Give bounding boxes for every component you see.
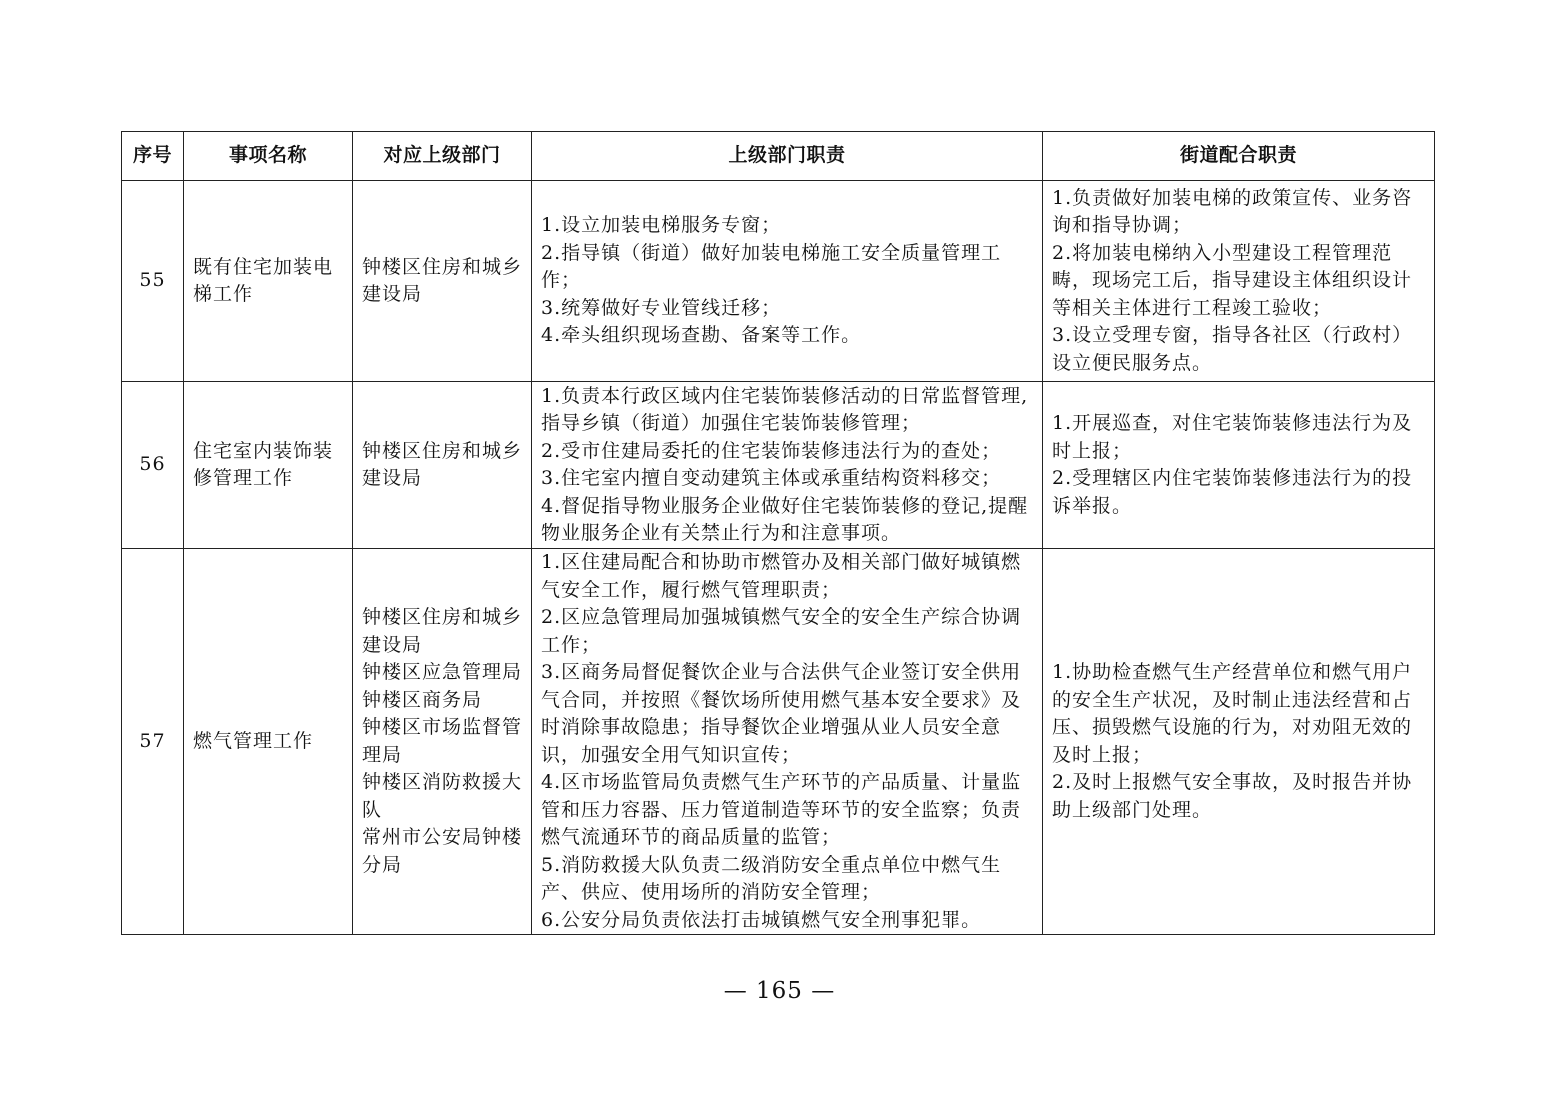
department-duty-line: 2.区应急管理局加强城镇燃气安全的安全生产综合协调工作； xyxy=(541,606,1022,656)
street-duty-line: 1.开展巡查，对住宅装饰装修违法行为及时上报； xyxy=(1052,412,1413,462)
department-line: 钟楼区应急管理局 xyxy=(362,661,523,683)
header-item-name: 事项名称 xyxy=(184,132,353,181)
department-line: 钟楼区消防救援大队 xyxy=(362,771,523,821)
header-department-duty: 上级部门职责 xyxy=(532,132,1043,181)
row-department-duty xyxy=(532,382,1043,549)
page-number: — 165 — xyxy=(723,978,836,1004)
department-line: 钟楼区住房和城乡建设局 xyxy=(362,439,523,489)
department-duty-line: 4.牵头组织现场查勘、备案等工作。 xyxy=(541,324,862,347)
table-header xyxy=(122,132,1435,181)
department-line: 常州市公安局钟楼分局 xyxy=(362,826,523,876)
department-duty-line: 4.督促指导物业服务企业做好住宅装饰装修的登记,提醒物业服务企业有关禁止行为和注意事项。 xyxy=(541,494,1029,544)
street-duty-line: 1.协助检查燃气生产经营单位和燃气用户的安全生产状况，及时制止违法经营和占压、损毁燃气设施的行为，对劝阻无效的及时上报； xyxy=(1052,661,1413,766)
header-street-duty: 街道配合职责 xyxy=(1043,132,1435,181)
row-street-duty xyxy=(1043,382,1435,549)
row-street-duty xyxy=(1043,549,1435,935)
table-row xyxy=(122,181,1435,382)
department-line: 钟楼区市场监督管理局 xyxy=(362,716,523,766)
row-seq: 57 xyxy=(122,549,184,935)
street-duty-line: 2.受理辖区内住宅装饰装修违法行为的投诉举报。 xyxy=(1052,467,1413,517)
row-department-duty xyxy=(532,549,1043,935)
row-department xyxy=(353,382,532,549)
row-item-name: 燃气管理工作 xyxy=(184,549,353,935)
department-duty-line: 2.受市住建局委托的住宅装饰装修违法行为的查处； xyxy=(541,439,1002,462)
row-department xyxy=(353,549,532,935)
department-line: 钟楼区住房和城乡建设局 xyxy=(362,606,523,656)
header-department: 对应上级部门 xyxy=(353,132,532,181)
table-row xyxy=(122,549,1435,935)
department-line: 钟楼区商务局 xyxy=(362,688,483,711)
department-duty-line: 2.指导镇（街道）做好加装电梯施工安全质量管理工作； xyxy=(541,241,1002,292)
department-duty-line: 1.设立加装电梯服务专窗； xyxy=(541,214,782,237)
department-duty-line: 3.区商务局督促餐饮企业与合法供气企业签订安全供用气合同，并按照《餐饮场所使用燃气基本安全要求》及时消除事故隐患；指导餐饮企业增强从业人员安全意识，加强安全用气知识宣传； xyxy=(541,661,1022,766)
department-duty-line: 1.区住建局配合和协助市燃管办及相关部门做好城镇燃气安全工作，履行燃气管理职责； xyxy=(541,551,1022,601)
department-duty-line: 5.消防救援大队负责二级消防安全重点单位中燃气生产、供应、使用场所的消防安全管理； xyxy=(541,853,1002,903)
street-duty-line: 2.及时上报燃气安全事故，及时报告并协助上级部门处理。 xyxy=(1052,771,1413,821)
row-department xyxy=(353,181,532,382)
department-duty-line: 4.区市场监管局负责燃气生产环节的产品质量、计量监管和压力容器、压力管道制造等环节的安全监察；负责燃气流通环节的商品质量的监管； xyxy=(541,771,1022,848)
duty-table xyxy=(121,131,1435,935)
department-duty-line: 3.住宅室内擅自变动建筑主体或承重结构资料移交； xyxy=(541,467,1002,489)
street-duty-line: 2.将加装电梯纳入小型建设工程管理范畴，现场完工后，指导建设主体组织设计等相关主体进行工程竣工验收； xyxy=(1052,241,1413,319)
row-item-name: 既有住宅加装电梯工作 xyxy=(184,181,353,382)
department-line: 钟楼区住房和城乡建设局 xyxy=(362,255,523,305)
row-department-duty xyxy=(532,181,1043,382)
department-duty-line: 6.公安分局负责依法打击城镇燃气安全刑事犯罪。 xyxy=(541,908,982,931)
row-seq: 56 xyxy=(122,382,184,549)
table-body xyxy=(122,181,1435,935)
header-row xyxy=(122,132,1435,181)
row-seq: 55 xyxy=(122,181,184,382)
department-duty-line: 1.负责本行政区域内住宅装饰装修活动的日常监督管理,指导乡镇（街道）加强住宅装饰装修管理； xyxy=(541,384,1029,434)
header-seq: 序号 xyxy=(122,132,184,181)
row-street-duty xyxy=(1043,181,1435,382)
street-duty-line: 1.负责做好加装电梯的政策宣传、业务咨询和指导协调； xyxy=(1052,186,1413,237)
department-duty-line: 3.统筹做好专业管线迁移； xyxy=(541,296,782,319)
table-row xyxy=(122,382,1435,549)
row-item-name: 住宅室内装饰装修管理工作 xyxy=(184,382,353,549)
street-duty-line: 3.设立受理专窗，指导各社区（行政村）设立便民服务点。 xyxy=(1052,324,1413,374)
